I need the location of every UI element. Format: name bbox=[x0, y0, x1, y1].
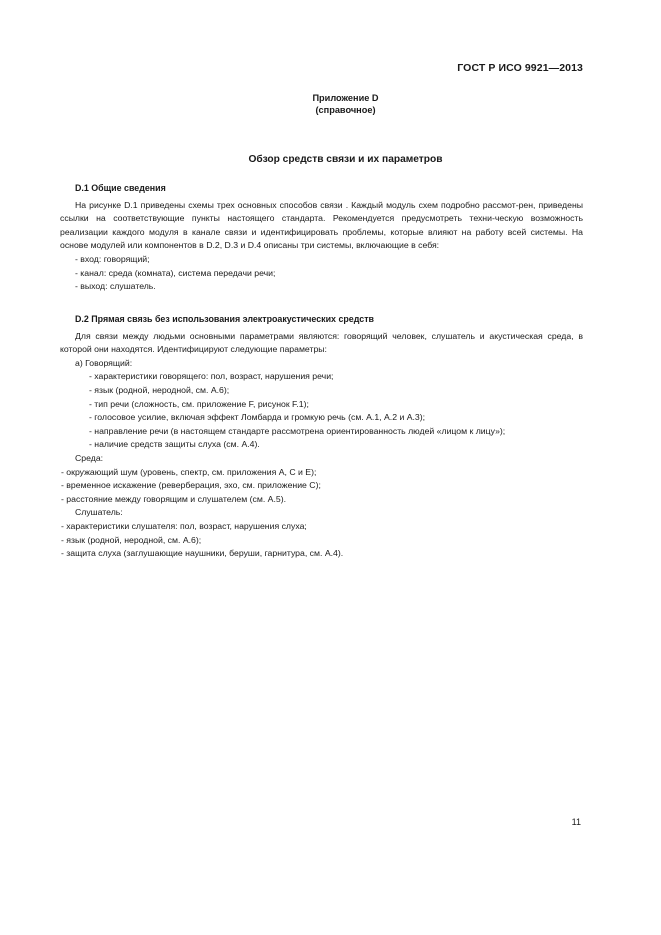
list-item: - защита слуха (заглушающие наушники, беруши, гарнитура, см. А.4). bbox=[61, 548, 344, 559]
list-item: - окружающий шум (уровень, спектр, см. приложения А, С и Е); bbox=[61, 466, 317, 477]
list-item: - голосовое усилие, включая эффект Ломбарда и громкую речь (см. А.1, А.2 и А.3); bbox=[89, 412, 426, 423]
section-d2-heading: D.2 Прямая связь без использования электроакустических средств bbox=[75, 314, 374, 324]
annex-type: (справочное) bbox=[315, 105, 376, 115]
section-d1-text: На рисунке D.1 приведены схемы трех основных способов связи . Каждый модуль схем подробно рассмот-рен, приведены ссылки на соответствующие пункты настоящего стандарта. Рекомендуется предусмотреть техни-ческую возможность реализации каждого модуля в канале связи и идентифицировать проблемы, которые влияют на работу всей системы. На основе модулей или компонентов в D.2, D.3 и D.4 описаны три системы, включающие в себя: bbox=[60, 199, 583, 251]
list-item: - тип речи (сложность, см. приложение F, рисунок F.1); bbox=[89, 398, 309, 409]
list-item: - наличие средств защиты слуха (см. А.4). bbox=[89, 439, 260, 450]
section-d2-intro: Для связи между людьми основными параметрами являются: говорящий человек, слушатель и акустическая среда, в которой они находятся. Идентифицируют следующие параметры: bbox=[60, 330, 583, 355]
list-item: - канал: среда (комната), система передачи речи; bbox=[75, 267, 276, 278]
listener-label: Слушатель: bbox=[75, 507, 123, 518]
list-item: - характеристики говорящего: пол, возраст, нарушения речи; bbox=[89, 371, 334, 382]
speaker-label: а) Говорящий: bbox=[75, 357, 133, 368]
section-d1 bbox=[60, 182, 583, 294]
section-d2 bbox=[60, 313, 583, 561]
annex-title-block bbox=[0, 92, 661, 116]
list-item: - язык (родной, неродной, см. А.6); bbox=[61, 534, 202, 545]
standard-header: ГОСТ Р ИСО 9921—2013 bbox=[457, 62, 583, 74]
list-item: - направление речи (в настоящем стандарте рассмотрена ориентированность людей «лицом к лицу»); bbox=[89, 425, 506, 436]
section-d1-paragraph bbox=[60, 199, 583, 253]
list-item: - временное искажение (реверберация, эхо, см. приложение С); bbox=[61, 480, 321, 491]
list-item: - язык (родной, неродной, см. А.6); bbox=[89, 384, 230, 395]
environment-label: Среда: bbox=[75, 452, 104, 463]
list-item: - вход: говорящий; bbox=[75, 253, 150, 264]
list-item: - характеристики слушателя: пол, возраст, нарушения слуха; bbox=[61, 520, 307, 531]
section-d1-heading: D.1 Общие сведения bbox=[75, 183, 166, 193]
annex-heading: Обзор средств связи и их параметров bbox=[248, 154, 443, 165]
list-item: - расстояние между говорящим и слушателем (см. А.5). bbox=[61, 493, 287, 504]
annex-label: Приложение D bbox=[312, 93, 379, 103]
list-item: - выход: слушатель. bbox=[75, 281, 156, 292]
page-number: 11 bbox=[571, 817, 581, 827]
